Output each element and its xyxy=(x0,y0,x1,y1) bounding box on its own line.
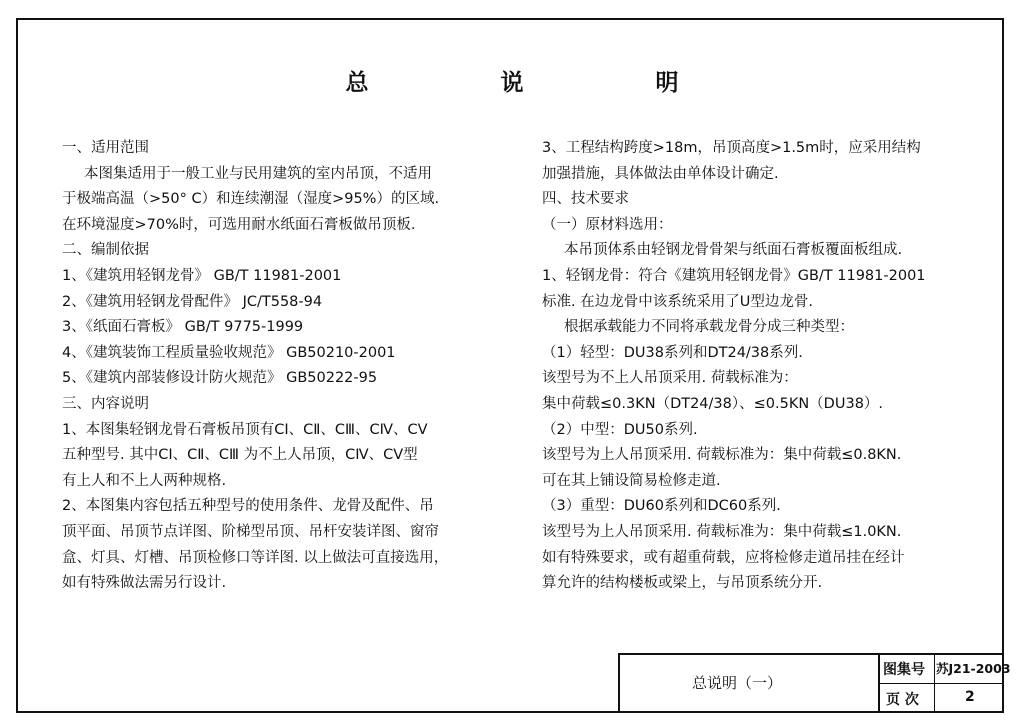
reference-item: 5、《建筑内部装修设计防火规范》 GB50222-95 xyxy=(62,370,378,387)
body-line: 算允许的结构楼板或梁上，与吊顶系统分开. xyxy=(542,575,823,592)
page-number-label: 页 次 xyxy=(886,692,919,708)
reference-item: 2、《建筑用轻钢龙骨配件》 JC/T558-94 xyxy=(62,293,323,310)
page-title: 总 说 明 xyxy=(345,70,741,96)
body-line: 五种型号. 其中CⅠ、CⅡ、CⅢ 为不上人吊顶，CⅣ、CⅤ型 xyxy=(62,447,418,464)
sheet-title: 总说明（一） xyxy=(692,674,783,692)
reference-item: 1、《建筑用轻钢龙骨》 GB/T 11981-2001 xyxy=(62,267,342,284)
body-line: 本吊顶体系由轻钢龙骨骨架与纸面石膏板覆面板组成. xyxy=(564,242,903,259)
body-line: 该型号为上人吊顶采用. 荷载标准为：集中荷载≤0.8KN. xyxy=(542,447,902,464)
section-heading: 一、适用范围 xyxy=(62,140,149,156)
body-line: 1、轻钢龙骨：符合《建筑用轻钢龙骨》GB/T 11981-2001 xyxy=(542,267,926,284)
type-heading: （2）中型：DU50系列. xyxy=(542,421,698,438)
body-line: 顶平面、吊顶节点详图、阶梯型吊顶、吊杆安装详图、窗帘 xyxy=(62,523,439,540)
title-block-divider xyxy=(879,683,1004,684)
section-heading: 二、编制依据 xyxy=(62,242,149,259)
atlas-number-label: 图集号 xyxy=(883,662,925,678)
type-heading: （3）重型：DU60系列和DC60系列. xyxy=(542,498,781,515)
type-heading: （1）轻型：DU38系列和DT24/38系列. xyxy=(542,344,803,361)
body-line: 该型号为不上人吊顶采用. 荷载标准为： xyxy=(542,370,798,387)
body-line: 3、工程结构跨度>18m，吊顶高度>1.5m时，应采用结构 xyxy=(542,140,921,156)
section-heading: 三、内容说明 xyxy=(62,395,149,412)
body-line: 标准. 在边龙骨中该系统采用了U型边龙骨. xyxy=(542,293,813,310)
subsection-heading: （一）原材料选用： xyxy=(542,216,673,233)
body-line: 如有特殊做法需另行设计. xyxy=(62,575,227,592)
reference-item: 4、《建筑装饰工程质量验收规范》 GB50210-2001 xyxy=(62,344,396,361)
body-line: 集中荷载≤0.3KN（DT24/38）、≤0.5KN（DU38）. xyxy=(542,395,884,412)
body-line: 如有特殊要求，或有超重荷载，应将检修走道吊挂在经计 xyxy=(542,549,905,566)
body-line: 2、本图集内容包括五种型号的使用条件、龙骨及配件、吊 xyxy=(62,498,434,515)
body-line: 该型号为上人吊顶采用. 荷载标准为：集中荷载≤1.0KN. xyxy=(542,523,902,540)
right-column xyxy=(542,136,972,597)
body-line: 本图集适用于一般工业与民用建筑的室内吊顶，不适用 xyxy=(84,165,432,182)
page-number-value: 2 xyxy=(965,689,975,705)
body-line: 可在其上铺设简易检修走道. xyxy=(542,472,721,489)
section-heading: 四、技术要求 xyxy=(542,191,629,208)
body-line: 有上人和不上人两种规格. xyxy=(62,472,227,489)
body-line: 根据承载能力不同将承载龙骨分成三种类型： xyxy=(564,319,854,336)
left-column xyxy=(62,136,517,597)
body-line: 加强措施，具体做法由单体设计确定. xyxy=(542,165,779,182)
atlas-number-value: 苏J21-2003 xyxy=(936,661,1011,676)
body-line: 1、本图集轻钢龙骨石膏板吊顶有CⅠ、CⅡ、CⅢ、CⅣ、CⅤ xyxy=(62,421,428,438)
body-line: 在环境湿度>70%时，可选用耐水纸面石膏板做吊顶板. xyxy=(62,216,416,233)
reference-item: 3、《纸面石膏板》 GB/T 9775-1999 xyxy=(62,319,304,336)
body-line: 于极端高温（>50° C）和连续潮湿（湿度>95%）的区域. xyxy=(62,191,440,208)
body-line: 盒、灯具、灯槽、吊顶检修口等详图. 以上做法可直接选用， xyxy=(62,549,449,566)
